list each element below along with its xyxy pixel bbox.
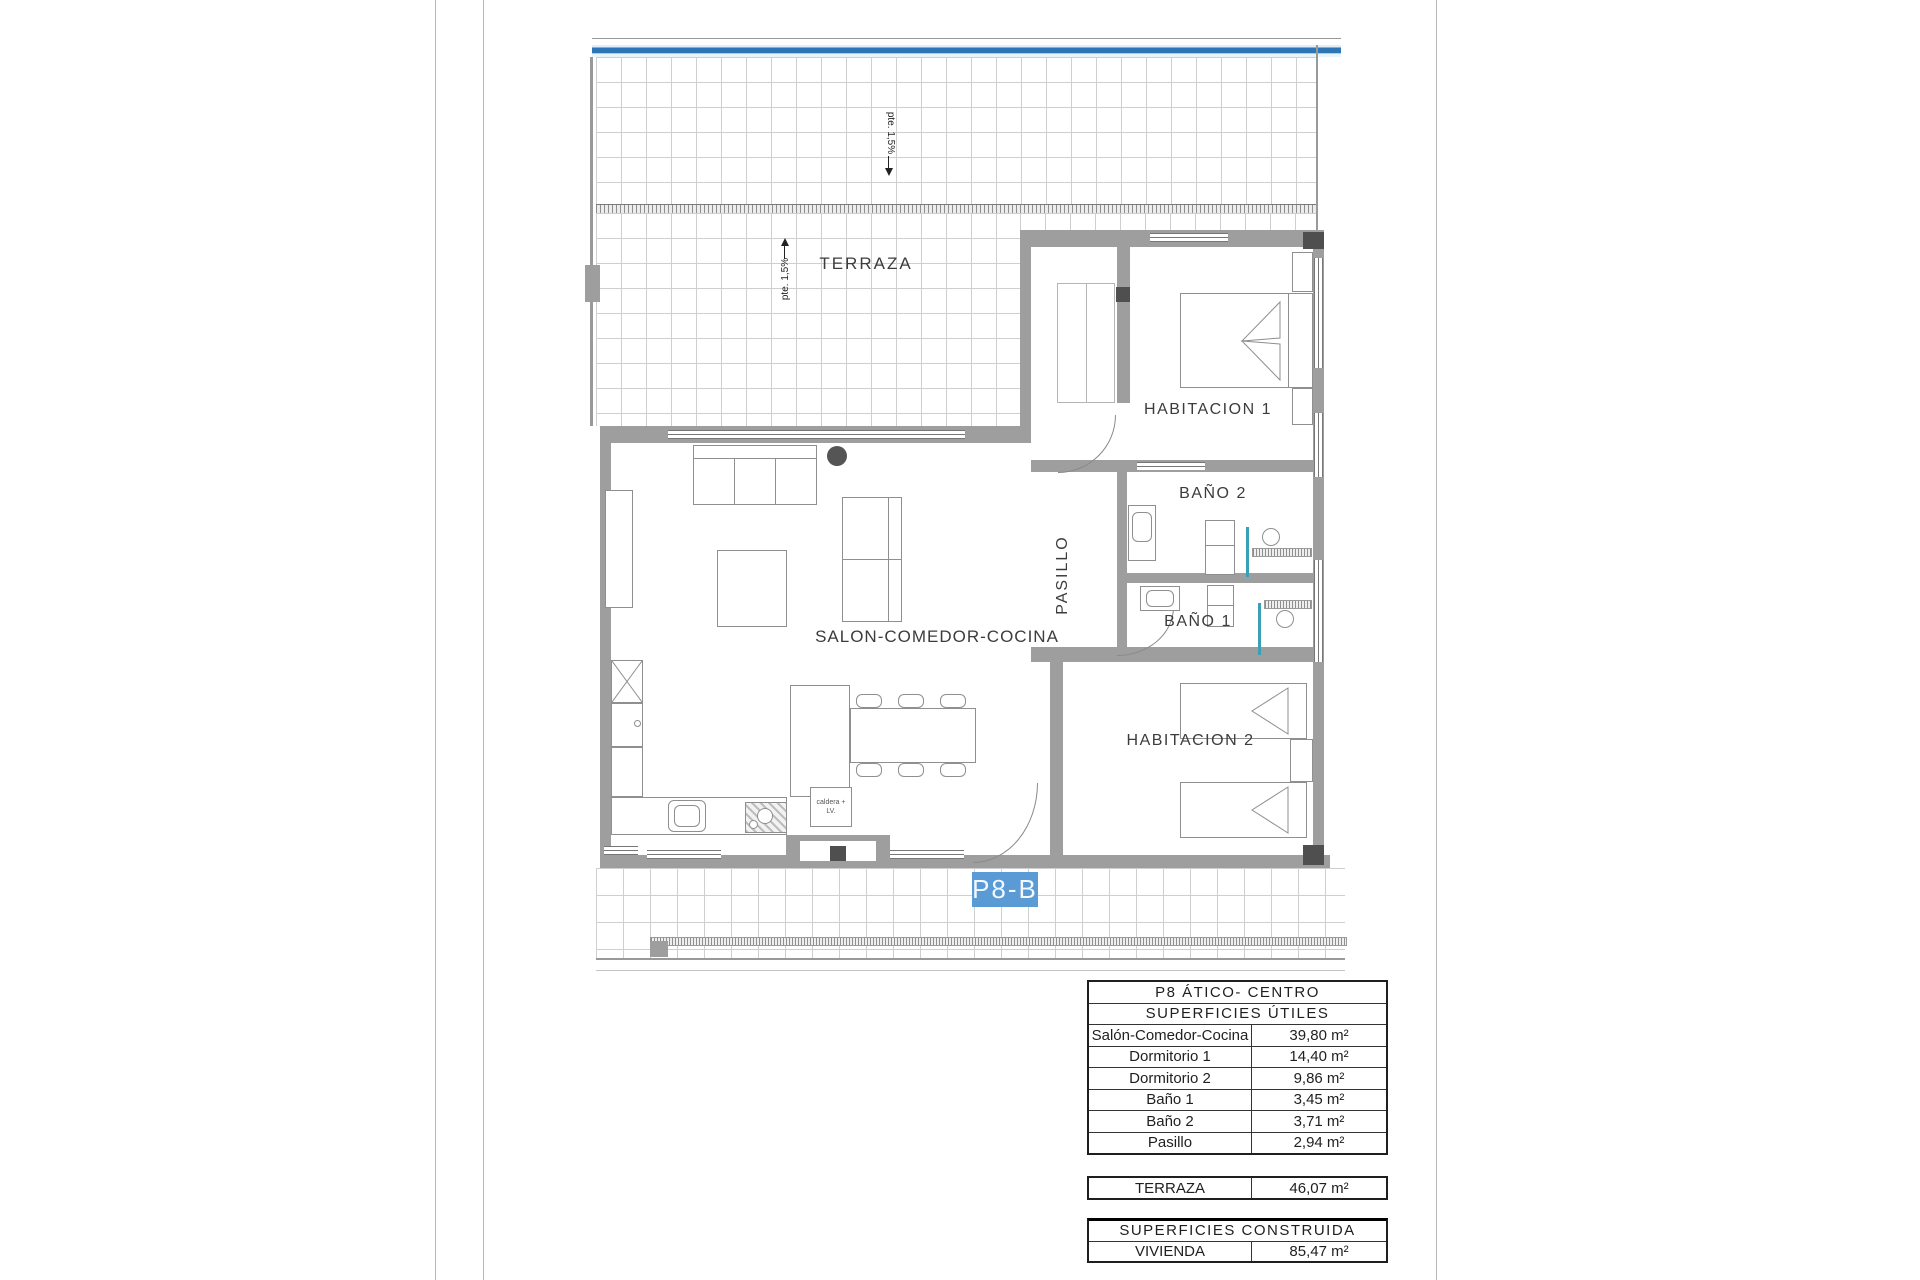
dining-chair (940, 694, 966, 708)
sheet-guide-line (483, 0, 484, 1280)
wall-segment (1020, 230, 1031, 443)
row-value: 3,71 m² (1293, 1112, 1345, 1130)
room-label-bano1: BAÑO 1 (1164, 613, 1232, 630)
dining-chair (898, 694, 924, 708)
slope-annotation: pte. 1,5% (885, 111, 896, 155)
table-row (1089, 1133, 1386, 1154)
dining-chair (856, 763, 882, 777)
table-subtitle: SUPERFICIES ÚTILES (1089, 1004, 1386, 1026)
terrace-tiles-strip (1020, 213, 1318, 230)
row-label: Baño 1 (1089, 1090, 1252, 1111)
shower-head (1276, 610, 1294, 628)
wall-corner-block (1303, 845, 1324, 865)
table-title: P8 ÁTICO- CENTRO (1089, 982, 1386, 1004)
table-row (1089, 1025, 1386, 1047)
bath-sink-basin (1146, 590, 1174, 607)
room-label-salon: SALON-COMEDOR-COCINA (815, 627, 1059, 646)
terrace-tiles-lower (596, 213, 1020, 426)
nightstand (1292, 252, 1313, 292)
window (1314, 413, 1323, 477)
sofa-large (693, 445, 817, 505)
shower-screen (1258, 603, 1261, 655)
towel-rail (1264, 600, 1312, 609)
table-row (1089, 1242, 1386, 1262)
terrace-edge-line (596, 970, 1345, 971)
shower-screen (1246, 527, 1249, 577)
row-value: 46,07 m² (1289, 1179, 1349, 1197)
terraza-table (1087, 1176, 1388, 1200)
towel-rail (1252, 548, 1312, 557)
column-dot (827, 446, 847, 466)
wall-segment (1031, 647, 1313, 662)
row-label: Dormitorio 2 (1089, 1068, 1252, 1089)
table-row (1089, 1047, 1386, 1069)
row-label: Pasillo (1089, 1133, 1252, 1154)
wall-pillar (650, 941, 668, 957)
sheet-guide-line (1436, 0, 1437, 1280)
row-value: 85,47 m² (1289, 1242, 1349, 1260)
wall-pillar (585, 265, 600, 302)
sheet-guide-line (435, 0, 436, 1280)
row-value: 9,86 m² (1293, 1069, 1345, 1087)
window (604, 846, 638, 855)
superficies-construida-table (1087, 1218, 1388, 1263)
bed-decoration (1248, 686, 1290, 736)
sofa-line (734, 458, 735, 505)
cabinet-knob (634, 720, 641, 727)
kitchen-unit-x (611, 660, 643, 703)
wall-segment (1117, 247, 1130, 403)
terrace-edge-line (596, 958, 1345, 960)
sofa-line (693, 458, 817, 459)
wall-segment (1316, 45, 1318, 230)
terrace-railing (650, 937, 1347, 946)
shower-head (1262, 528, 1280, 546)
room-label-habitacion2: HABITACION 2 (1126, 732, 1255, 749)
dining-chair (856, 694, 882, 708)
wall-segment (1050, 662, 1063, 855)
door-arc-entrance (973, 783, 1038, 863)
roof-edge-bar (592, 45, 1341, 57)
row-label: Dormitorio 1 (1089, 1047, 1252, 1068)
room-label-habitacion1: HABITACION 1 (1144, 401, 1272, 418)
wardrobe-line (1086, 283, 1087, 403)
window (1314, 560, 1323, 662)
bed-decoration (1248, 785, 1290, 835)
slope-annotation: pte. 1,5% (780, 257, 791, 301)
table-row (1089, 1068, 1386, 1090)
sliding-door-window (668, 430, 965, 439)
toilet (1205, 520, 1235, 575)
roof-edge-line (592, 38, 1341, 39)
porch-core (830, 846, 846, 861)
bed-decoration (1238, 300, 1282, 382)
table-row (1089, 1111, 1386, 1133)
sofa-line (842, 559, 902, 560)
kitchen-peninsula (790, 685, 850, 797)
sofa-line (775, 458, 776, 505)
kitchen-sink-basin (674, 805, 700, 827)
slope-arrow-down-icon (885, 168, 893, 176)
dining-table (850, 708, 976, 763)
row-value: 39,80 m² (1289, 1026, 1349, 1044)
wall-block (1116, 287, 1130, 302)
room-label-terraza: TERRAZA (819, 254, 913, 273)
table-title: SUPERFICIES CONSTRUIDA (1089, 1221, 1386, 1242)
row-value: 3,45 m² (1293, 1091, 1345, 1109)
room-label-bano2: BAÑO 2 (1179, 485, 1247, 502)
superficies-utiles-table (1087, 980, 1388, 1155)
row-label: TERRAZA (1089, 1178, 1252, 1198)
row-label: Baño 2 (1089, 1111, 1252, 1132)
room-label-pasillo: PASILLO (1054, 535, 1071, 615)
dining-chair (898, 763, 924, 777)
tv-cabinet (605, 490, 633, 608)
row-label: Salón-Comedor-Cocina (1089, 1025, 1252, 1046)
row-value: 2,94 m² (1293, 1134, 1345, 1152)
slope-arrow-up-icon (781, 238, 789, 246)
dining-chair (940, 763, 966, 777)
kitchen-counter-left (611, 747, 643, 797)
unit-badge: P8-B (972, 872, 1038, 907)
wall-segment (590, 57, 593, 426)
x-cross-icon (612, 661, 642, 702)
table-row (1089, 1090, 1386, 1112)
nightstand (1290, 739, 1313, 782)
terrace-tiles-upper (596, 57, 1318, 204)
toilet-line (1207, 605, 1234, 606)
table-row (1089, 1178, 1386, 1198)
bath-sink-basin (1132, 512, 1152, 542)
window (1314, 258, 1323, 368)
sofa-line (888, 497, 889, 622)
bed-headboard-line (1288, 293, 1289, 388)
nightstand (1292, 388, 1313, 425)
boiler-box: caldera + LV. (810, 787, 852, 827)
window (890, 850, 964, 859)
row-label: VIVIENDA (1089, 1242, 1252, 1262)
coffee-table (717, 550, 787, 627)
hob-burner (749, 820, 758, 829)
hob-burner (757, 808, 773, 824)
window (1150, 233, 1228, 242)
sliding-door (1137, 462, 1205, 470)
wall-corner-block (1303, 232, 1324, 249)
row-value: 14,40 m² (1289, 1048, 1349, 1066)
toilet-line (1205, 545, 1235, 546)
window (647, 850, 721, 859)
